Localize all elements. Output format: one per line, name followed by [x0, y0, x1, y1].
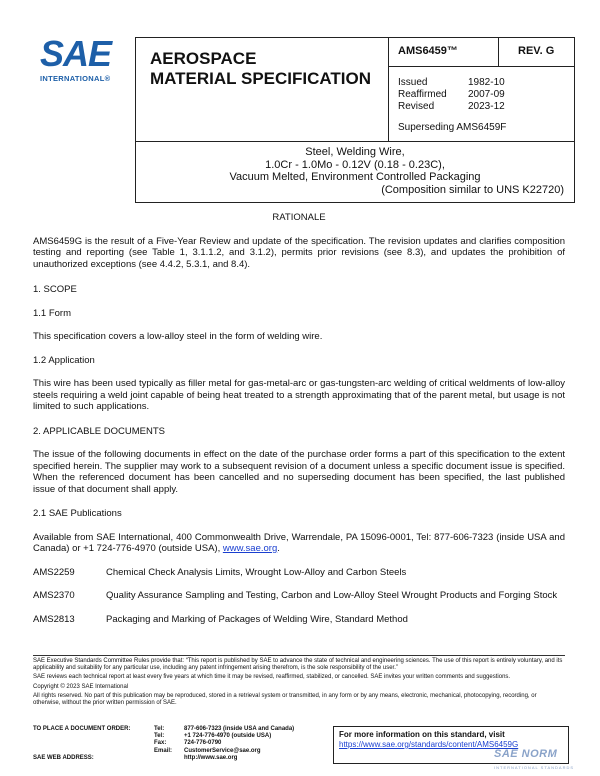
rationale-heading: RATIONALE: [272, 212, 326, 223]
section-1-1-text: This specification covers a low-alloy steel in the form of welding wire.: [33, 331, 323, 342]
header-divider: [135, 141, 575, 142]
logo-mark: SAE: [40, 33, 112, 74]
reference-row: [33, 590, 565, 602]
reaffirmed-label: Reaffirmed: [398, 89, 447, 100]
revised-date: 2023-12: [468, 101, 505, 112]
order-contact: [33, 726, 294, 762]
watermark-subtitle: INTERNATIONAL STANDARDS: [494, 765, 575, 770]
more-info-title: For more information on this standard, visit: [339, 730, 505, 739]
subject-line-1: Steel, Welding Wire,: [305, 146, 405, 158]
footer-review-text: SAE reviews each technical report at least every five years at which time it may be revised, reaffirmed, stabilized, or cancelled. SAE invites your written comments and suggestions.: [33, 674, 511, 681]
standard-url-link[interactable]: https://www.sae.org/standards/content/AMS6459G: [339, 740, 519, 749]
web-label: SAE WEB ADDRESS:: [33, 754, 94, 761]
reference-row: [33, 614, 565, 626]
tel-outside-usa: +1 724-776-4970 (outside USA): [184, 733, 272, 740]
superseding-note: Superseding AMS6459F: [398, 122, 507, 133]
sae-logo: [40, 33, 118, 88]
section-2-text: The issue of the following documents in effect on the date of the purchase order forms a part of this specification to the extent specified herein. The supplier may work to a subsequent revision of a document unless a specific document issue is specified. When the referenced document has been cancelled and no superseding document has been specified, the last published issue of that document shall apply.: [33, 449, 565, 495]
subject-line-2: 1.0Cr - 1.0Mo - 0.12V (0.18 - 0.23C),: [265, 158, 445, 171]
issued-date: 1982-10: [468, 77, 505, 88]
watermark-logo: SAE NORM: [494, 748, 558, 760]
footer-divider: [33, 655, 565, 656]
fax-number: 724-776-0790: [184, 740, 222, 747]
email-label: Email:: [154, 747, 173, 754]
tel-label: Tel:: [154, 726, 165, 732]
footer-copyright: Copyright © 2023 SAE International: [33, 683, 129, 690]
revision-label: REV. G: [518, 45, 555, 57]
title-line-1: AEROSPACE: [150, 49, 257, 68]
section-1-heading: 1. SCOPE: [33, 284, 77, 295]
rationale-text: AMS6459G is the result of a Five-Year Review and update of the specification. The revision updates and clarifies composition testing and reporting (see Table 1, 3.1.1.2, and 3.1.2), permits prior revisions (see 8.3), and updates the prohibition of unauthorized exceptions (see 4.4.2, 5.3.1, and 8.4).: [33, 235, 565, 270]
reference-title: Quality Assurance Sampling and Testing, Carbon and Low-Alloy Steel Wrought Products and Forging Stock: [106, 590, 558, 601]
section-1-2-text: This wire has been used typically as filler metal for gas-metal-arc or gas-tungsten-arc welding of critical weldments of low-alloy steels requiring a weld joint capable of being heat treated to a strength approximating that of the parent metal, but usage is not limited to such applications.: [33, 378, 565, 412]
reference-title: Packaging and Marking of Packages of Welding Wire, Standard Method: [106, 613, 408, 625]
reference-code: AMS2259: [33, 566, 75, 578]
footer-rules-text: SAE Executive Standards Committee Rules provide that: “This report is published by SAE to advance the state of technical and engineering sciences. The use of this report is entirely voluntary, and its applicability and suitability for any particular use, including any patent infringement arising therefrom, is the sole responsibility of the user.”: [33, 658, 563, 672]
tel-label: Tel:: [154, 733, 165, 740]
section-2-1-heading: 2.1 SAE Publications: [33, 508, 122, 519]
section-1-2-heading: 1.2 Application: [33, 354, 95, 366]
subject-line-4: (Composition similar to UNS K22720): [381, 183, 564, 196]
title-line-2: MATERIAL SPECIFICATION: [150, 69, 371, 88]
document-dates: [398, 77, 543, 113]
fax-label: Fax:: [154, 740, 167, 747]
tel-inside-usa: 877-606-7323 (inside USA and Canada): [184, 726, 295, 732]
revised-label: Revised: [398, 101, 435, 112]
reference-title: Chemical Check Analysis Limits, Wrought Low-Alloy and Carbon Steels: [106, 566, 407, 578]
section-2-heading: 2. APPLICABLE DOCUMENTS: [33, 425, 165, 437]
footer-legal: [33, 658, 565, 707]
sae-availability-text: Available from SAE International, 400 Commonwealth Drive, Warrendale, PA 15096-0001, Tel: 877-606-7323 (inside USA and Canada) or +1 724-776-4970 (outside USA),: [33, 531, 565, 554]
reference-code: AMS2813: [33, 613, 75, 625]
document-type-title: [150, 49, 390, 89]
section-2-1-text: [33, 532, 565, 555]
logo-subtitle: INTERNATIONAL: [40, 74, 105, 83]
email-address[interactable]: CustomerService@sae.org: [184, 747, 261, 754]
reference-code: AMS2370: [33, 590, 75, 601]
web-address[interactable]: http://www.sae.org: [184, 754, 238, 761]
document-subject: [140, 146, 570, 196]
logo-registered: ®: [104, 74, 111, 83]
section-1-1-heading: 1.1 Form: [33, 307, 72, 319]
reaffirmed-date: 2007-09: [468, 89, 505, 100]
document-body: [33, 212, 565, 625]
order-label: TO PLACE A DOCUMENT ORDER:: [33, 726, 131, 732]
sae-website-link[interactable]: www.sae.org: [222, 543, 278, 554]
subject-line-3: Vacuum Melted, Environment Controlled Packaging: [229, 171, 481, 183]
footer-rights-text: All rights reserved. No part of this publication may be reproduced, stored in a retrieval system or transmitted, in any form or by any means, electronic, mechanical, photocopying, recording, or otherwise, without the prior written permission of SAE.: [33, 692, 537, 707]
issued-label: Issued: [398, 77, 428, 88]
document-number: AMS6459™: [398, 45, 458, 57]
reference-row: [33, 567, 565, 579]
sentence-end: .: [277, 543, 280, 554]
